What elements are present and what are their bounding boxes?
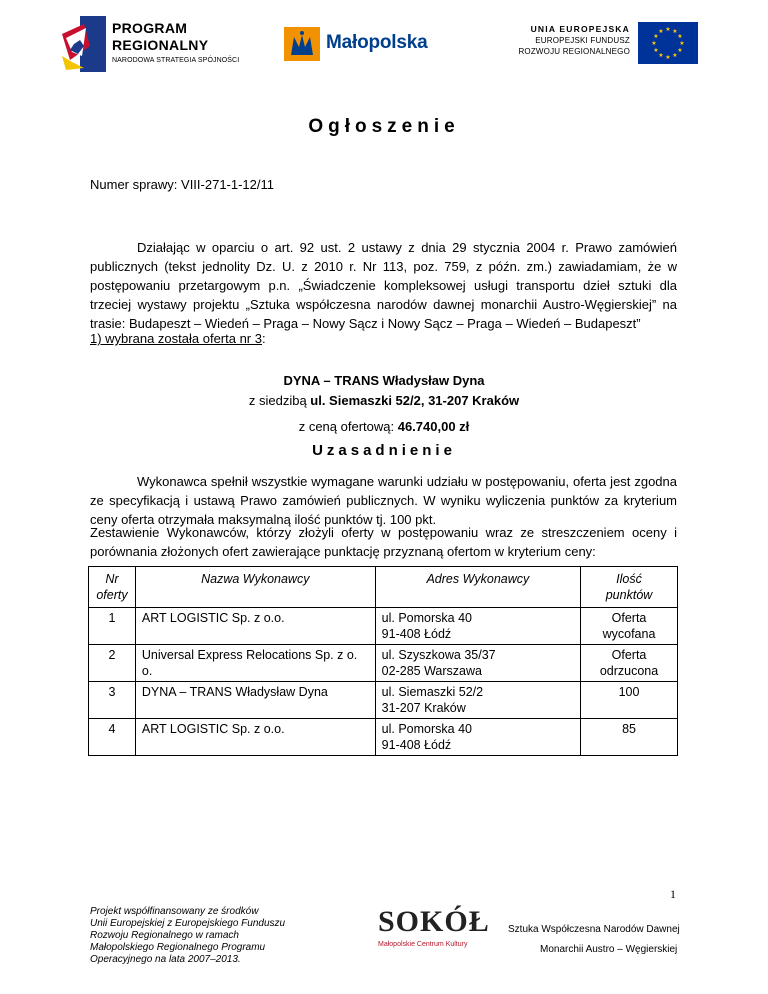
malopolska-logo: [284, 27, 464, 63]
svg-text:★: ★: [658, 52, 664, 59]
footer-right-line2: Monarchii Austro – Węgierskiej: [540, 944, 678, 955]
contractor-address: ul. Pomorska 40 91-408 Łódź: [375, 608, 580, 645]
program-regionalny-logo: [60, 16, 260, 72]
winner-name: DYNA – TRANS Władysław Dyna: [283, 373, 485, 388]
case-number: Numer sprawy: VIII-271-1-12/11: [90, 177, 274, 192]
offer-points: Oferta wycofana: [581, 608, 678, 645]
summary-paragraph: Zestawienie Wykonawców, którzy złożyli oferty w postępowaniu wraz ze streszczeniem oceny i porównania złożonych ofert zawierające punktację przyznaną ofertom w kryterium ceny:: [90, 525, 677, 559]
eu-logo: [480, 22, 700, 68]
svg-text:★: ★: [672, 28, 678, 35]
svg-text:★: ★: [653, 47, 659, 54]
offer-number: 3: [89, 682, 136, 719]
selected-offer-heading: [90, 331, 266, 346]
justification-paragraph: [90, 472, 677, 529]
justification-text: Wykonawca spełnił wszystkie wymagane warunki udziału w postępowaniu, oferta jest zgodna ze specyfikacją i ustawą Prawo zamówień publicznych. W wyniku wyliczenia punktów za kryterium ceny oferta otrzymała maksymalną ilość punktów tj. 100 pkt.: [90, 474, 677, 527]
footer-left-line: Unii Europejskiej z Europejskiego Funduszu: [90, 918, 286, 929]
program-logo-line1: PROGRAM: [112, 20, 188, 36]
price-prefix: z ceną ofertową:: [298, 419, 398, 434]
program-logo-line2: REGIONALNY: [112, 37, 209, 53]
program-logo-line3: NARODOWA STRATEGIA SPÓJNOŚCI: [112, 57, 240, 64]
header-contractor-name: Nazwa Wykonawcy: [135, 567, 375, 608]
malopolska-emblem-icon: [284, 27, 320, 61]
footer-cofinancing-note: [90, 906, 310, 966]
eu-logo-line1: UNIA EUROPEJSKA: [530, 24, 630, 34]
footer-project-name: [508, 920, 680, 960]
svg-text:★: ★: [679, 40, 685, 47]
svg-text:★: ★: [677, 33, 683, 40]
justification-title: Uzasadnienie: [312, 442, 456, 459]
contractor-name: DYNA – TRANS Władysław Dyna: [135, 682, 375, 719]
sokol-logo-word: SOKÓŁ: [378, 905, 490, 938]
contractor-name: ART LOGISTIC Sp. z o.o.: [135, 719, 375, 756]
contractor-address: ul. Szyszkowa 35/37 02-285 Warszawa: [375, 645, 580, 682]
intro-paragraph: [90, 238, 677, 333]
svg-text:★: ★: [665, 26, 671, 33]
table-row: [89, 682, 678, 719]
header-contractor-address: Adres Wykonawcy: [375, 567, 580, 608]
document-title: Ogłoszenie: [308, 116, 460, 137]
offer-points: 100: [581, 682, 678, 719]
table-row: [89, 608, 678, 645]
footer-left-line: Projekt współfinansowany ze środków: [90, 906, 259, 917]
table-row: [89, 719, 678, 756]
eu-flag-icon: [638, 22, 698, 64]
contractor-name: ART LOGISTIC Sp. z o.o.: [135, 608, 375, 645]
eu-logo-line3: ROZWOJU REGIONALNEGO: [518, 47, 630, 56]
winner-seat: [0, 393, 768, 408]
eu-logo-line2: EUROPEJSKI FUNDUSZ: [535, 36, 630, 45]
svg-text:★: ★: [677, 47, 683, 54]
contractor-address: ul. Pomorska 40 91-408 Łódź: [375, 719, 580, 756]
sokol-logo: [372, 905, 490, 955]
selected-offer-colon: :: [261, 331, 266, 346]
seat-address: ul. Siemaszki 52/2, 31-207 Kraków: [310, 393, 520, 408]
offer-points: Oferta odrzucona: [581, 645, 678, 682]
offer-points: 85: [581, 719, 678, 756]
winner-price: [0, 419, 768, 434]
footer-left-line: Operacyjnego na lata 2007–2013.: [90, 954, 241, 965]
offer-number: 1: [89, 608, 136, 645]
table-header-row: [89, 567, 678, 608]
contractor-address: ul. Siemaszki 52/2 31-207 Kraków: [375, 682, 580, 719]
svg-text:★: ★: [672, 52, 678, 59]
program-regionalny-emblem-icon: [60, 16, 106, 72]
footer-left-line: Rozwoju Regionalnego w ramach: [90, 930, 239, 941]
intro-text: Działając w oparciu o art. 92 ust. 2 ustawy z dnia 29 stycznia 2004 r. Prawo zamówień publicznych (tekst jednolity Dz. U. z 2010 r. Nr 113, poz. 759, z późn. zm.) zawiadamiam, że w postępowaniu przetargowym p.n. „Świadczenie kompleksowej usługi transportu dzieł sztuki dla trzeciej wystawy projektu „Sztuka współczesna narodów dawnej monarchii Austro-Węgierskiej” na trasie: Budapeszt – Wiedeń – Praga – Nowy Sącz i Nowy Sącz – Praga – Wiedeń – Budapeszt”: [90, 240, 677, 331]
svg-text:★: ★: [651, 40, 657, 47]
contractor-name: Universal Express Relocations Sp. z o. o.: [135, 645, 375, 682]
svg-text:★: ★: [658, 28, 664, 35]
offer-number: 4: [89, 719, 136, 756]
table-row: [89, 645, 678, 682]
offer-number: 2: [89, 645, 136, 682]
sokol-logo-subtitle: Małopolskie Centrum Kultury: [378, 941, 468, 948]
page-number: 1: [670, 887, 676, 901]
header-points: Ilość punktów: [581, 567, 678, 608]
footer-right-line1: Sztuka Współczesna Narodów Dawnej: [508, 924, 680, 935]
seat-prefix: z siedzibą: [248, 393, 311, 408]
malopolska-logo-text: Małopolska: [326, 32, 428, 53]
selected-offer-label: 1) wybrana została oferta nr 3: [90, 331, 262, 346]
svg-text:★: ★: [653, 33, 659, 40]
footer-left-line: Małopolskiego Regionalnego Programu: [90, 942, 266, 953]
offers-table: [88, 566, 678, 756]
header-offer-number: Nr oferty: [89, 567, 136, 608]
price-value: 46.740,00 zł: [397, 419, 470, 434]
svg-text:★: ★: [665, 54, 671, 61]
